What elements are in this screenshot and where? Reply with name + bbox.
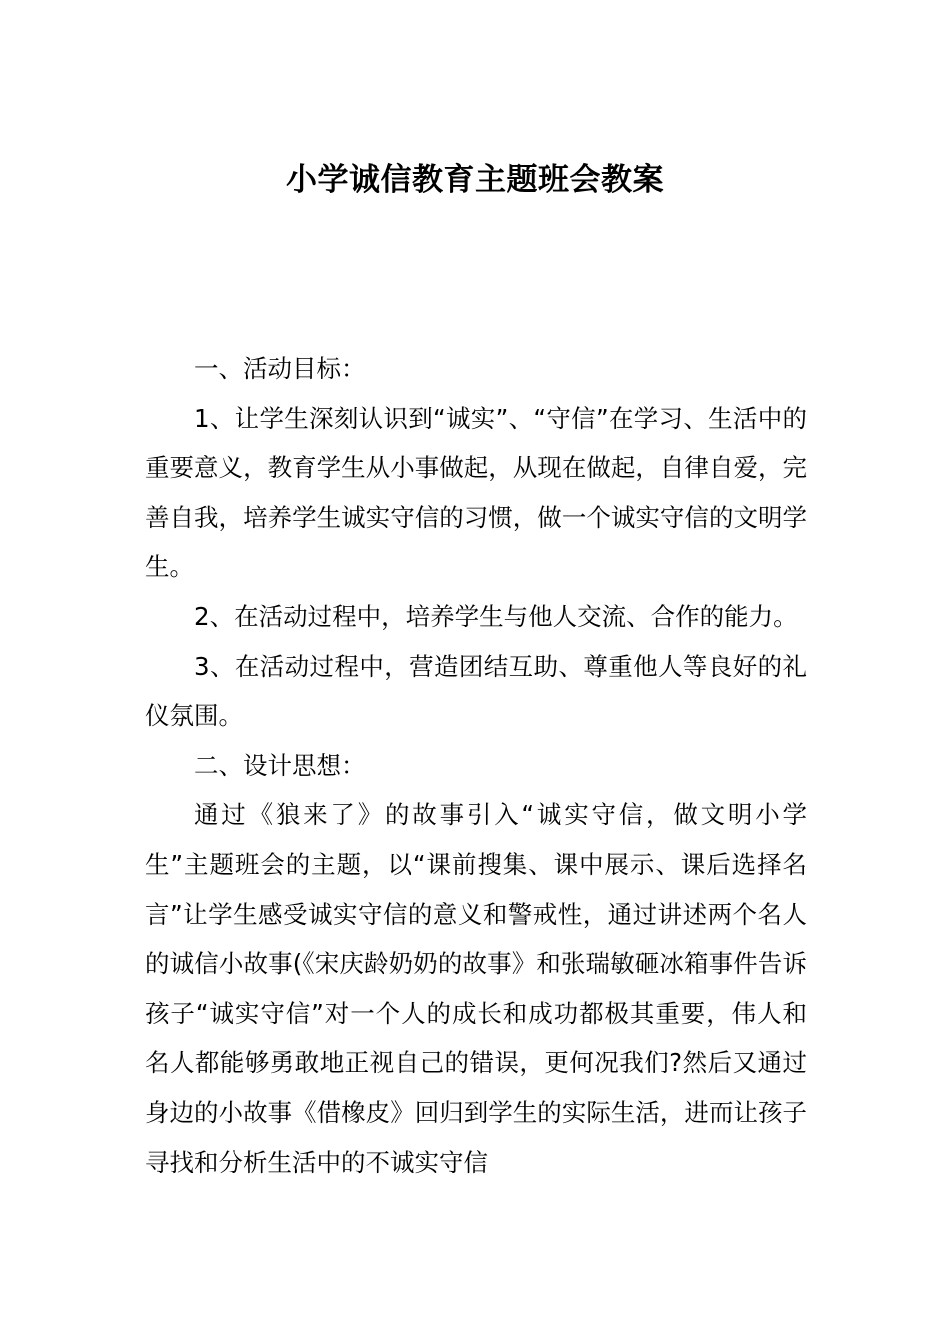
document-title: 小学诚信教育主题班会教案	[286, 162, 664, 198]
document-body	[145, 344, 807, 1187]
goal-paragraph-2: 2、在活动过程中，培养学生与他人交流、合作的能力。	[194, 601, 798, 631]
heading-design-idea: 二、设计思想：	[194, 750, 366, 780]
heading-activity-goals: 一、活动目标：	[194, 354, 366, 383]
goal-paragraph-1: 1、让学生深刻认识到“诚实”、“守信”在学习、生活中的重要意义，教育学生从小事做起，从现在做起，自律自爱，完善自我，培养学生诚实守信的习惯，做一个诚实守信的文明学生。	[145, 403, 807, 582]
design-idea-paragraph: 通过《狼来了》的故事引入“诚实守信，做文明小学生”主题班会的主题，以“课前搜集、课中展示、课后选择名言”让学生感受诚实守信的意义和警戒性，通过讲述两个名人的诚信小故事(《宋庆龄奶奶的故事》和张瑞敏砸冰箱事件告诉孩子“诚实守信”对一个人的成长和成功都极其重要，伟人和名人都能够勇敢地正视自己的错误，更何况我们?然后又通过身边的小故事《借橡皮》回归到学生的实际生活，进而让孩子寻找和分析生活中的不诚实守信	[145, 800, 807, 1177]
goal-paragraph-3: 3、在活动过程中，营造团结互助、尊重他人等良好的礼仪氛围。	[145, 651, 807, 731]
